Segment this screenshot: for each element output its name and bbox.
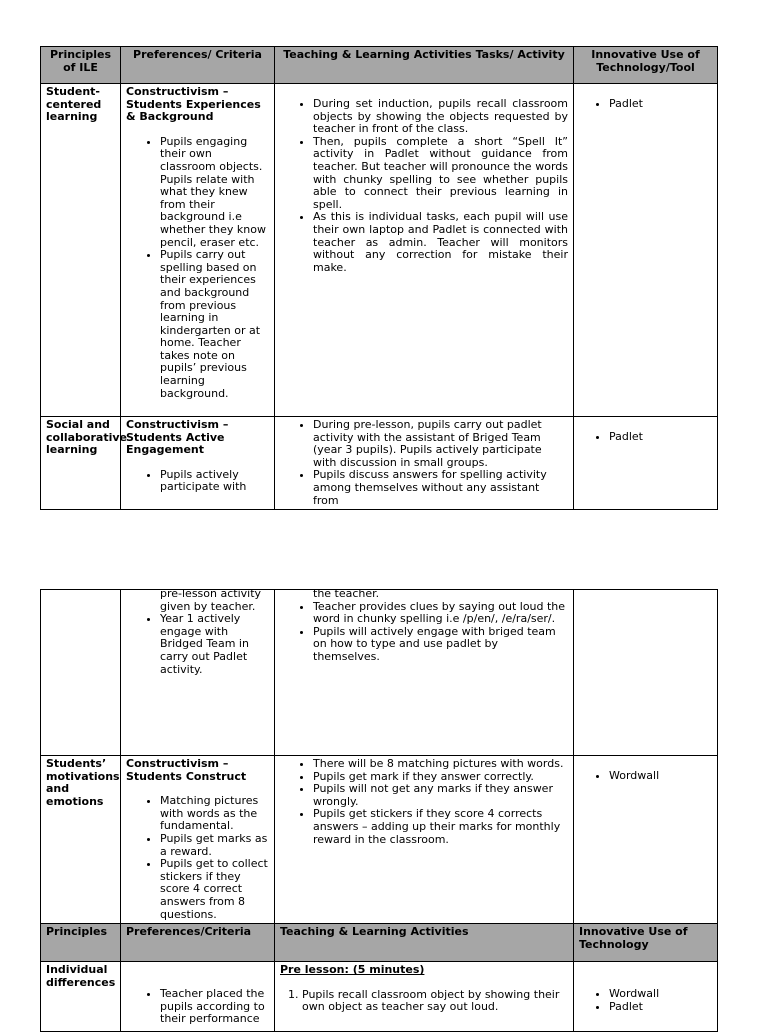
- principle-cell: Individual differences: [41, 962, 121, 1032]
- tools-list: [579, 98, 712, 111]
- header-activities: Teaching & Learning Activities Tasks/ Activity: [275, 47, 574, 84]
- list-item: • Then, pupils complete a short “Spell It” activity in Padlet without guidance from teacher. But teacher will pronounce the words with chunky spelling to see whether pupils able to connect their previous learning in spell.: [313, 136, 568, 212]
- table-row: [41, 417, 718, 510]
- activities-cell: [275, 417, 574, 510]
- header-activities: Teaching & Learning Activities: [275, 924, 574, 962]
- technology-cell: [574, 756, 718, 924]
- principle-cell: Student-centered learning: [41, 84, 121, 417]
- principle-cell: [41, 590, 121, 756]
- tools-list: [579, 431, 712, 444]
- header-criteria: Preferences/Criteria: [121, 924, 275, 962]
- list-item: • Year 1 actively engage with Bridged Team in carry out Padlet activity.: [160, 613, 269, 676]
- header-row: [41, 924, 718, 962]
- activities-list: [280, 989, 568, 1014]
- list-item: • Padlet: [609, 1001, 712, 1014]
- activities-cell: [275, 84, 574, 417]
- list-item: • During set induction, pupils recall classroom objects by showing the objects requested by teacher in front of the class.: [313, 98, 568, 136]
- technology-cell: [574, 962, 718, 1032]
- technology-cell: [574, 84, 718, 417]
- list-item: • Pupils get marks as a reward.: [160, 833, 269, 858]
- list-item: • Padlet: [609, 431, 712, 444]
- criteria-cell: [121, 962, 275, 1032]
- criteria-title: Constructivism – Students Active Engagement: [126, 418, 229, 457]
- tools-list: [579, 988, 712, 1013]
- activities-cell: [275, 962, 574, 1032]
- list-item: • Pupils actively participate with: [160, 469, 269, 494]
- list-item: 1. Pupils recall classroom object by showing their own object as teacher say out loud.: [302, 989, 568, 1014]
- table-row: [41, 962, 718, 1032]
- list-item: • Wordwall: [609, 988, 712, 1001]
- list-item: • Pupils get mark if they answer correctly.: [313, 771, 568, 784]
- table-row: [41, 84, 718, 417]
- criteria-cell: [121, 84, 275, 417]
- principle-cell: Social and collaborative learning: [41, 417, 121, 510]
- header-technology: Innovative Use of Technology: [574, 924, 718, 962]
- criteria-cell: [121, 756, 275, 924]
- list-item: • Pupils get to collect stickers if they score 4 correct answers from 8 questions.: [160, 858, 269, 921]
- header-principles: Principles: [41, 924, 121, 962]
- ile-table-part-1: [40, 46, 718, 510]
- header-row: [41, 47, 718, 84]
- list-item: • Wordwall: [609, 770, 712, 783]
- criteria-title: Constructivism – Students Construct: [126, 757, 247, 783]
- list-item: • Teacher provides clues by saying out loud the word in chunky spelling i.e /p/en/, /e/ra/ser/.: [313, 601, 568, 626]
- activities-list: [280, 601, 568, 664]
- list-item: • As this is individual tasks, each pupil will use their own laptop and Padlet is connected with teacher as admin. Teacher will monitors without any correction for mistake their make.: [313, 211, 568, 274]
- technology-cell: [574, 417, 718, 510]
- criteria-list: [126, 795, 269, 921]
- technology-cell: [574, 590, 718, 756]
- header-criteria: Preferences/ Criteria: [121, 47, 275, 84]
- list-item: • There will be 8 matching pictures with words.: [313, 758, 568, 771]
- criteria-title: Constructivism – Students Experiences & Background: [126, 85, 261, 124]
- list-item: • Pupils engaging their own classroom objects. Pupils relate with what they knew from their background i.e whether they know pencil, eraser etc.: [160, 136, 269, 249]
- section-title: Pre lesson: (5 minutes): [280, 963, 425, 977]
- list-item: • Pupils will not get any marks if they answer wrongly.: [313, 783, 568, 808]
- activities-list: [280, 419, 568, 507]
- list-item: • Padlet: [609, 98, 712, 111]
- header-technology: Innovative Use of Technology/Tool: [574, 47, 718, 84]
- criteria-continued: pre-lesson activity given by teacher.: [160, 587, 262, 613]
- table-row: [41, 590, 718, 756]
- criteria-list: [126, 988, 269, 1026]
- activities-list: [280, 98, 568, 274]
- table-row: [41, 756, 718, 924]
- principle-cell: Students’ motivations and emotions: [41, 756, 121, 924]
- list-item: • Pupils will actively engage with briged team on how to type and use padlet by themselves.: [313, 626, 568, 664]
- criteria-cell: [121, 417, 275, 510]
- list-item: • Teacher placed the pupils according to their performance: [160, 988, 269, 1026]
- criteria-cell: [121, 587, 275, 756]
- list-item: • During pre-lesson, pupils carry out padlet activity with the assistant of Briged Team (year 3 pupils). Pupils actively participate with discussion in small groups.: [313, 419, 568, 469]
- criteria-list: [126, 613, 269, 676]
- tools-list: [579, 770, 712, 783]
- header-principles: Principles of ILE: [41, 47, 121, 84]
- activities-continued: the teacher.: [313, 587, 380, 600]
- list-item: • Pupils carry out spelling based on their experiences and background from previous learning in kindergarten or at home. Teacher takes note on pupils’ previous learning background.: [160, 249, 269, 400]
- list-item: • Pupils get stickers if they score 4 corrects answers – adding up their marks for monthly reward in the classroom.: [313, 808, 568, 846]
- activities-cell: [275, 756, 574, 924]
- activities-list: [280, 758, 568, 846]
- criteria-list: [126, 136, 269, 400]
- activities-cell: [275, 587, 574, 756]
- list-item: • Pupils discuss answers for spelling activity among themselves without any assistant from: [313, 469, 568, 507]
- ile-table-part-2: [40, 589, 718, 1032]
- criteria-list: [126, 469, 269, 494]
- list-item: • Matching pictures with words as the fundamental.: [160, 795, 269, 833]
